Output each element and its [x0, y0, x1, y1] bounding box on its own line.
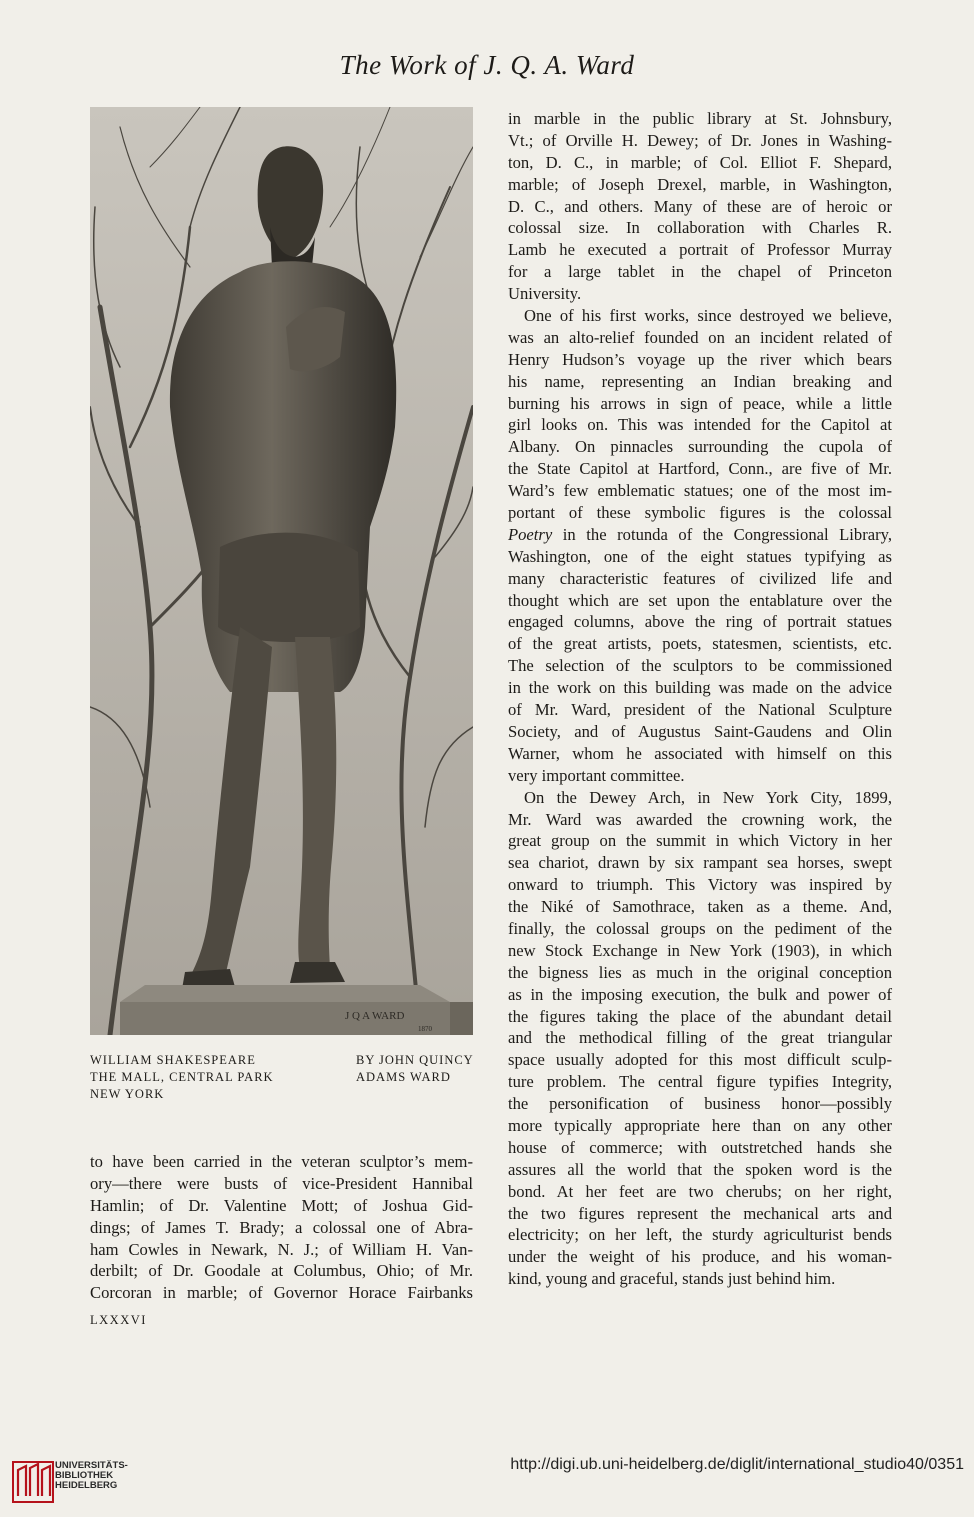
figure-caption-right [356, 1052, 474, 1086]
text-line: finally, the colossal groups on the pediment of the [508, 918, 892, 938]
text-line: thought which are set upon the entablature over the [508, 590, 892, 610]
text-line: of Mr. Ward, president of the National Sculpture [508, 700, 892, 720]
text-line: house of commerce; with outstretched hands she [508, 1137, 892, 1157]
text-line: ham Cowles in Newark, N. J.; of William H. Van- [90, 1239, 473, 1259]
caption-line: THE MALL, CENTRAL PARK [90, 1070, 274, 1084]
text-line: On the Dewey Arch, in New York City, 1899, [524, 787, 892, 807]
running-header: The Work of J. Q. A. Ward [339, 50, 635, 80]
text-line: the figures taking the place of the abundant detail [508, 1006, 892, 1026]
text-line: marble; of Joseph Drexel, marble, in Washington, [508, 174, 892, 194]
text-line: Vt.; of Orville H. Dewey; of Dr. Jones in Washing- [508, 130, 892, 150]
text-line: the Niké of Samothrace, taken as a theme. And, [508, 897, 892, 917]
text-line: ton, D. C., in marble; of Col. Elliot F. Shepard, [508, 152, 892, 172]
caption-line: NEW YORK [90, 1087, 165, 1101]
text-line: colossal size. In collaboration with Charles R. [508, 218, 892, 238]
text-line: very important committee. [508, 765, 685, 785]
text-line: his name, representing an Indian breaking and [508, 371, 892, 391]
text-line: dings; of James T. Brady; a colossal one of Abra- [90, 1217, 473, 1237]
text-line: ory—there were busts of vice-President Hannibal [90, 1173, 473, 1193]
text-line: assures all the world that the spoken word is the [508, 1159, 892, 1179]
library-line: HEIDELBERG [55, 1480, 118, 1491]
text-line: under the weight of his produce, and his woman- [508, 1247, 892, 1267]
text-line: Mr. Ward was awarded the crowning work, the [508, 809, 892, 829]
source-url-link[interactable]: http://digi.ub.uni-heidelberg.de/diglit/international_studio40/0351 [510, 1456, 964, 1473]
text-line: Hamlin; of Dr. Valentine Mott; of Joshua Gid- [90, 1195, 473, 1215]
library-line: BIBLIOTHEK [55, 1470, 114, 1481]
text-line: Society, and of Augustus Saint-Gaudens and Olin [508, 721, 892, 741]
text-line: engaged columns, above the ring of portrait statues [508, 612, 892, 632]
italic-title: Poetry [508, 524, 553, 544]
text-line: new Stock Exchange in New York (1903), in which [508, 940, 892, 960]
text-line: ture problem. The central figure typifies Integrity, [508, 1072, 892, 1092]
caption-line: WILLIAM SHAKESPEARE [90, 1053, 256, 1067]
text-line: onward to triumph. This Victory was inspired by [508, 875, 892, 895]
text-line: sea chariot, drawn by six rampant sea horses, swept [508, 853, 892, 873]
text-line: was an alto-relief founded on an incident related of [508, 327, 892, 347]
text-line: University. [508, 284, 582, 304]
text-line: the two figures represent the mechanical arts and [508, 1203, 892, 1223]
text-line: Lamb he executed a portrait of Professor Murray [508, 240, 892, 260]
page-number: LXXXVI [90, 1313, 147, 1327]
statue-plinth [120, 985, 473, 1035]
text-line: D. C., and others. Many of these are of heroic or [508, 196, 892, 216]
library-line: UNIVERSITÄTS- [55, 1460, 128, 1471]
left-text-column [90, 1151, 473, 1304]
text-line: great group on the summit in which Victory in her [508, 831, 892, 851]
caption-line: ADAMS WARD [356, 1070, 451, 1084]
text-line: Washington, one of the eight statues typifying as [508, 546, 892, 566]
text-line: as in the imposing execution, the bulk and power of [508, 984, 892, 1004]
figure-caption-left [90, 1052, 274, 1103]
plinth-inscription: J Q A WARD [345, 1010, 405, 1022]
text-line: bond. At her feet are two cherubs; on her right, [508, 1181, 892, 1201]
heidelberg-library-logo-icon [10, 1456, 58, 1504]
statue-photograph [90, 107, 473, 1035]
text-line: Henry Hudson’s voyage up the river which bears [508, 349, 892, 369]
text-line: Ward’s few emblematic statues; one of the most im- [508, 481, 892, 501]
text-line: burning his arrows in sign of peace, while a little [508, 393, 892, 413]
text-line: in the work on this building was made on the advice [508, 678, 892, 698]
text-line: the State Capitol at Hartford, Conn., are five of Mr. [508, 459, 892, 479]
text-line: for a large tablet in the chapel of Princeton [508, 262, 892, 282]
plinth-date: 1870 [418, 1025, 432, 1033]
text-line: Poetry in the rotunda of the Congressional Library, [508, 524, 892, 544]
text-line: more typically appropriate here than on any other [508, 1115, 892, 1135]
text-line: electricity; on her left, the sturdy agriculturist bends [508, 1225, 892, 1245]
text-line: portant of these symbolic figures is the colossal [508, 503, 892, 523]
text-line: and the methodical filling of the great triangular [508, 1028, 892, 1048]
text-line: girl looks on. This was intended for the Capitol at [508, 415, 892, 435]
text-line: the bigness lies as much in the original conception [508, 962, 892, 982]
text-line: derbilt; of Dr. Goodale at Columbus, Ohio; of Mr. [90, 1261, 473, 1281]
text-line: to have been carried in the veteran sculptor’s mem- [90, 1152, 473, 1171]
text-line: Albany. On pinnacles surrounding the cupola of [508, 437, 892, 457]
caption-line: BY JOHN QUINCY [356, 1053, 474, 1067]
text-line: in marble in the public library at St. Johnsbury, [508, 109, 892, 128]
text-line: of the great artists, poets, statesmen, scientists, etc. [508, 634, 892, 654]
text-line: One of his first works, since destroyed we believe, [524, 306, 892, 326]
text-line: the personification of business honor—possibly [508, 1094, 892, 1114]
text-line: The selection of the sculptors to be commissioned [508, 656, 892, 676]
library-name [55, 1461, 128, 1491]
text-line: kind, young and graceful, stands just behind him. [508, 1269, 836, 1289]
text-line: many characteristic features of civilized life and [508, 568, 892, 588]
text-line: space usually adopted for this most difficult sculp- [508, 1050, 892, 1070]
text-line: Corcoran in marble; of Governor Horace Fairbanks [90, 1283, 473, 1303]
text-line: Warner, whom he associated with himself on this [508, 743, 892, 763]
right-text-column [508, 108, 892, 1290]
